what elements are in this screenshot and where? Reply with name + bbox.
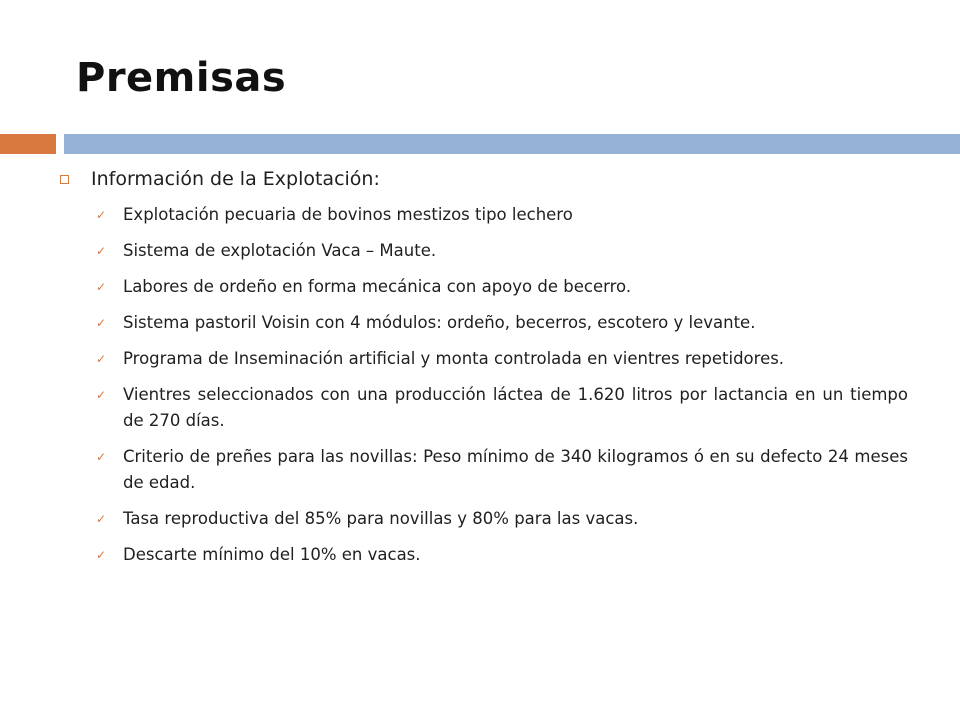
checkmark-icon: ✓ — [96, 316, 107, 330]
list-item-text: Sistema pastoril Voisin con 4 módulos: ordeño, becerros, escotero y levante. — [123, 313, 756, 332]
list-item — [96, 542, 908, 568]
list-item — [96, 238, 908, 264]
list-item — [96, 444, 908, 496]
list-item-text: Tasa reproductiva del 85% para novillas y 80% para las vacas. — [123, 509, 639, 528]
list-item-text: Labores de ordeño en forma mecánica con apoyo de becerro. — [123, 277, 632, 296]
checkmark-icon: ✓ — [96, 388, 107, 402]
blue-accent-bar — [64, 134, 960, 154]
checkmark-icon: ✓ — [96, 548, 107, 562]
checkmark-icon: ✓ — [96, 352, 107, 366]
list-item — [96, 506, 908, 532]
list-item-text: Sistema de explotación Vaca – Maute. — [123, 241, 437, 260]
checkmark-icon: ✓ — [96, 208, 107, 222]
section-heading-row — [58, 164, 908, 194]
premises-list — [58, 202, 908, 568]
list-item-text: Programa de Inseminación artificial y monta controlada en vientres repetidores. — [123, 349, 785, 368]
checkmark-icon: ✓ — [96, 512, 107, 526]
checkmark-icon: ✓ — [96, 244, 107, 258]
list-item — [96, 346, 908, 372]
list-item-text: Vientres seleccionados con una producción láctea de 1.620 litros por lactancia en un tiempo de 270 días. — [123, 385, 908, 430]
section-heading: Información de la Explotación: — [91, 168, 380, 190]
list-item — [96, 310, 908, 336]
list-item — [96, 274, 908, 300]
list-item — [96, 382, 908, 434]
list-item — [96, 202, 908, 228]
slide-title: Premisas — [76, 55, 287, 101]
list-item-text: Explotación pecuaria de bovinos mestizos tipo lechero — [123, 205, 573, 224]
orange-accent-bar — [0, 134, 56, 154]
slide-content — [58, 164, 908, 578]
checkmark-icon: ✓ — [96, 280, 107, 294]
checkmark-icon: ✓ — [96, 450, 107, 464]
hollow-square-icon — [60, 175, 69, 184]
list-item-text: Descarte mínimo del 10% en vacas. — [123, 545, 421, 564]
list-item-text: Criterio de preñes para las novillas: Peso mínimo de 340 kilogramos ó en su defecto 24 meses de edad. — [123, 447, 908, 492]
